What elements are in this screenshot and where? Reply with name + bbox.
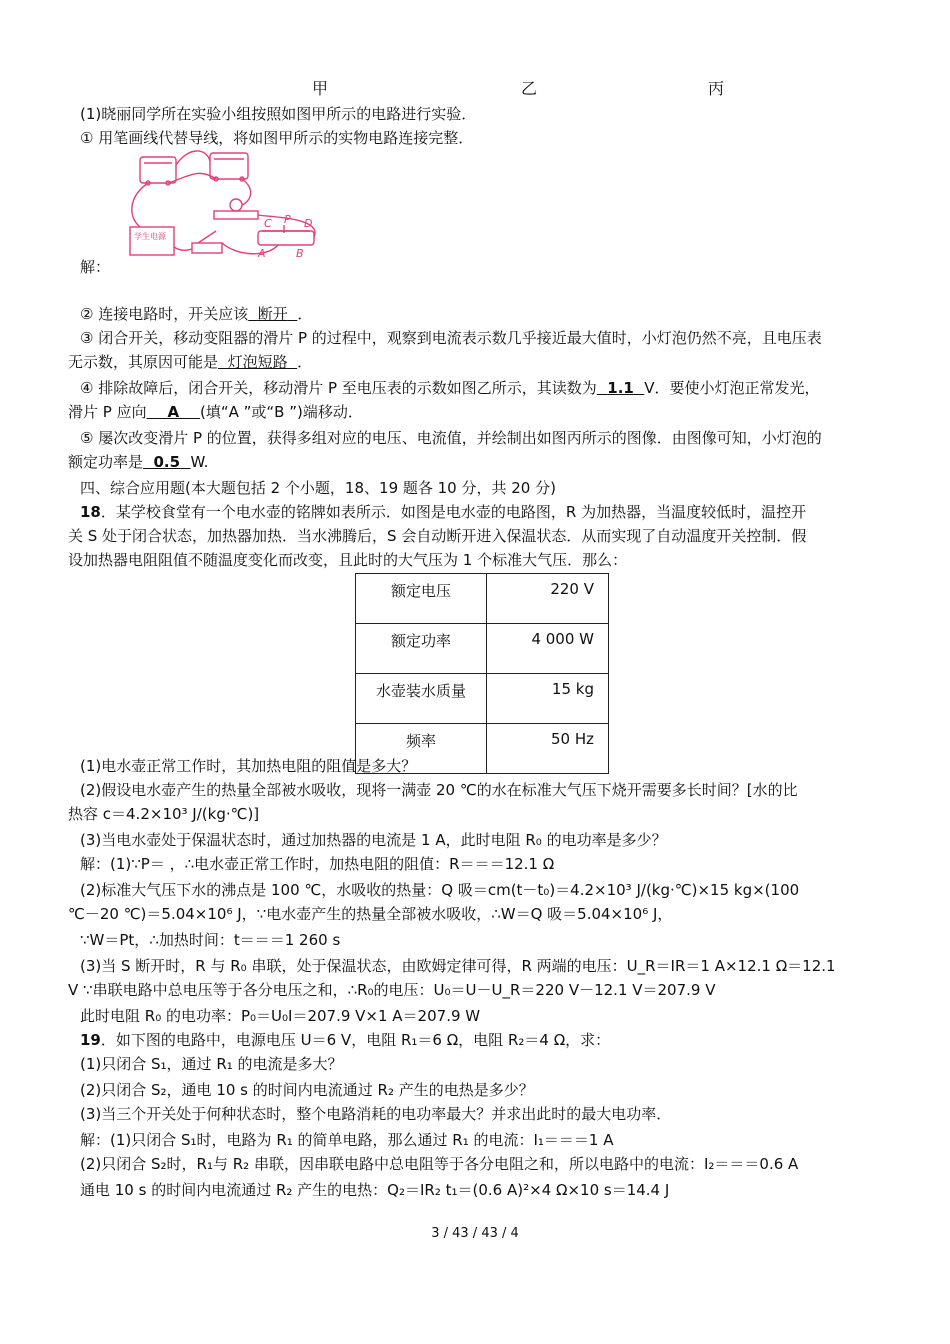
label-c: C	[264, 217, 272, 230]
answer-4a: 1.1	[607, 379, 634, 397]
table-row: 水壶装水质量 15 kg	[356, 674, 609, 724]
label-b: B	[296, 247, 304, 260]
q19-solution-2-line1: (2)只闭合 S₂时，R₁与 R₂ 串联，因串联电路中总电阻等于各分电阻之和，所以电路中的电流：I₂＝＝＝0.6 A	[80, 1155, 799, 1173]
q18-solution-3-line1: (3)当 S 断开时，R 与 R₀ 串联，处于保温状态，由欧姆定律可得，R 两端的电压：U_R＝IR＝1 A×12.1 Ω＝12.1	[80, 957, 836, 975]
answer-label: 解：	[80, 258, 111, 276]
question-5-line2: 额定功率是 0.5 W.	[68, 453, 209, 471]
nameplate-table	[355, 573, 609, 774]
question-1: ① 用笔画线代替导线，将如图甲所示的实物电路连接完整．	[80, 129, 474, 147]
table-row: 额定电压 220 V	[356, 574, 609, 624]
circuit-diagram	[118, 147, 328, 267]
q18-solution-2-line2: ℃－20 ℃)＝5.04×10⁶ J，∵电水壶产生的热量全部被水吸收，∴W＝Q 吸＝5.04×10⁶ J，	[68, 905, 673, 923]
q19-sub1: (1)只闭合 S₁，通过 R₁ 的电流是多大？	[80, 1055, 343, 1073]
q19-sub2: (2)只闭合 S₂，通电 10 s 的时间内电流通过 R₂ 产生的电热是多少？	[80, 1081, 534, 1099]
part1-intro: (1)晓丽同学所在实验小组按照如图甲所示的电路进行实验．	[80, 105, 477, 123]
q18-sub2-line1: (2)假设电水壶产生的热量全部被水吸收，现将一满壶 20 ℃的水在标准大气压下烧开需要多长时间？[水的比	[80, 781, 798, 799]
q18-solution-2-line3: ∵W＝Pt，∴加热时间：t＝＝＝1 260 s	[80, 931, 341, 949]
question-4-line2: 滑片 P 应向 A (填“A ”或“B ”)端移动．	[68, 403, 363, 421]
question-2: ② 连接电路时，开关应该 断开 ．	[80, 305, 313, 323]
switch-icon	[192, 243, 222, 253]
q18-sub1: (1)电水壶正常工作时，其加热电阻的阻值是多大？	[80, 757, 417, 775]
figure-label-jia: 甲	[312, 79, 329, 98]
q18-sub2-line2: 热容 c＝4.2×10³ J/(kg·℃)]	[68, 805, 260, 823]
q18-line1: 18．某学校食堂有一个电水壶的铭牌如表所示．如图是电水壶的电路图，R 为加热器，当温度较低时，温控开	[80, 503, 807, 521]
label-d: D	[304, 217, 313, 230]
answer-3: 灯泡短路	[227, 353, 288, 371]
label-p: P	[284, 213, 291, 226]
figure-label-yi: 乙	[521, 79, 538, 98]
q19-solution-1: 解：(1)只闭合 S₁时，电路为 R₁ 的简单电路，那么通过 R₁ 的电流：I₁＝＝＝1 A	[80, 1131, 614, 1149]
question-3-line2: 无示数，其原因可能是 灯泡短路 ．	[68, 353, 313, 371]
q18-line3: 设加热器电阻阻值不随温度变化而改变，且此时的大气压为 1 个标准大气压．那么：	[68, 551, 628, 569]
q19-line1: 19．如下图的电路中，电源电压 U＝6 V，电阻 R₁＝6 Ω，电阻 R₂＝4 Ω，求：	[80, 1031, 611, 1049]
q18-solution-3-line3: 此时电阻 R₀ 的电功率：P₀＝U₀I＝207.9 V×1 A＝207.9 W	[80, 1007, 481, 1025]
page-footer: 3 / 43 / 43 / 4	[431, 1226, 519, 1241]
q19-sub3: (3)当三个开关处于何种状态时，整个电路消耗的电功率最大？并求出此时的最大电功率．	[80, 1105, 672, 1123]
label-a: A	[258, 247, 266, 260]
table-row: 频率 50 Hz	[356, 724, 609, 774]
label-supply: 学生电源	[134, 232, 166, 241]
figure-label-bing: 丙	[708, 79, 725, 98]
q18-solution-3-line2: V ∵串联电路中总电压等于各分电压之和，∴R₀的电压：U₀＝U－U_R＝220 V－12.1 V＝207.9 V	[68, 981, 716, 999]
q18-sub3: (3)当电水壶处于保温状态时，通过加热器的电流是 1 A，此时电阻 R₀ 的电功率是多少？	[80, 831, 667, 849]
question-3-line1: ③ 闭合开关，移动变阻器的滑片 P 的过程中，观察到电流表示数几乎接近最大值时，小灯泡仍然不亮，且电压表	[80, 329, 822, 347]
rheostat-icon	[258, 231, 314, 245]
answer-4b: A	[167, 403, 180, 421]
voltmeter-icon	[210, 153, 248, 179]
ammeter-icon	[140, 157, 176, 183]
bulb-icon	[230, 199, 242, 211]
table-row: 额定功率 4 000 W	[356, 624, 609, 674]
question-4-line1: ④ 排除故障后，闭合开关，移动滑片 P 至电压表的示数如图乙所示，其读数为 1.1 V．要使小灯泡正常发光，	[80, 379, 820, 397]
q18-solution-1: 解：(1)∵P＝ ，∴电水壶正常工作时，加热电阻的阻值：R＝＝＝12.1 Ω	[80, 855, 555, 873]
section-4-title: 四、综合应用题(本大题包括 2 个小题，18、19 题各 10 分，共 20 分)	[80, 479, 556, 497]
q18-solution-2-line1: (2)标准大气压下水的沸点是 100 ℃，水吸收的热量：Q 吸＝cm(t－t₀)＝4.2×10³ J/(kg·℃)×15 kg×(100	[80, 881, 800, 899]
answer-5: 0.5	[153, 453, 181, 471]
q19-solution-2-line2: 通电 10 s 的时间内电流通过 R₂ 产生的电热：Q₂＝IR₂ t₁＝(0.6 A)²×4 Ω×10 s＝14.4 J	[80, 1181, 670, 1199]
answer-2: 断开	[257, 305, 288, 323]
q18-line2: 关 S 处于闭合状态，加热器加热．当水沸腾后，S 会自动断开进入保温状态．从而实现了自动温度开关控制．假	[68, 527, 807, 545]
question-5-line1: ⑤ 屡次改变滑片 P 的位置，获得多组对应的电压、电流值，并绘制出如图丙所示的图像．由图像可知，小灯泡的	[80, 429, 822, 447]
